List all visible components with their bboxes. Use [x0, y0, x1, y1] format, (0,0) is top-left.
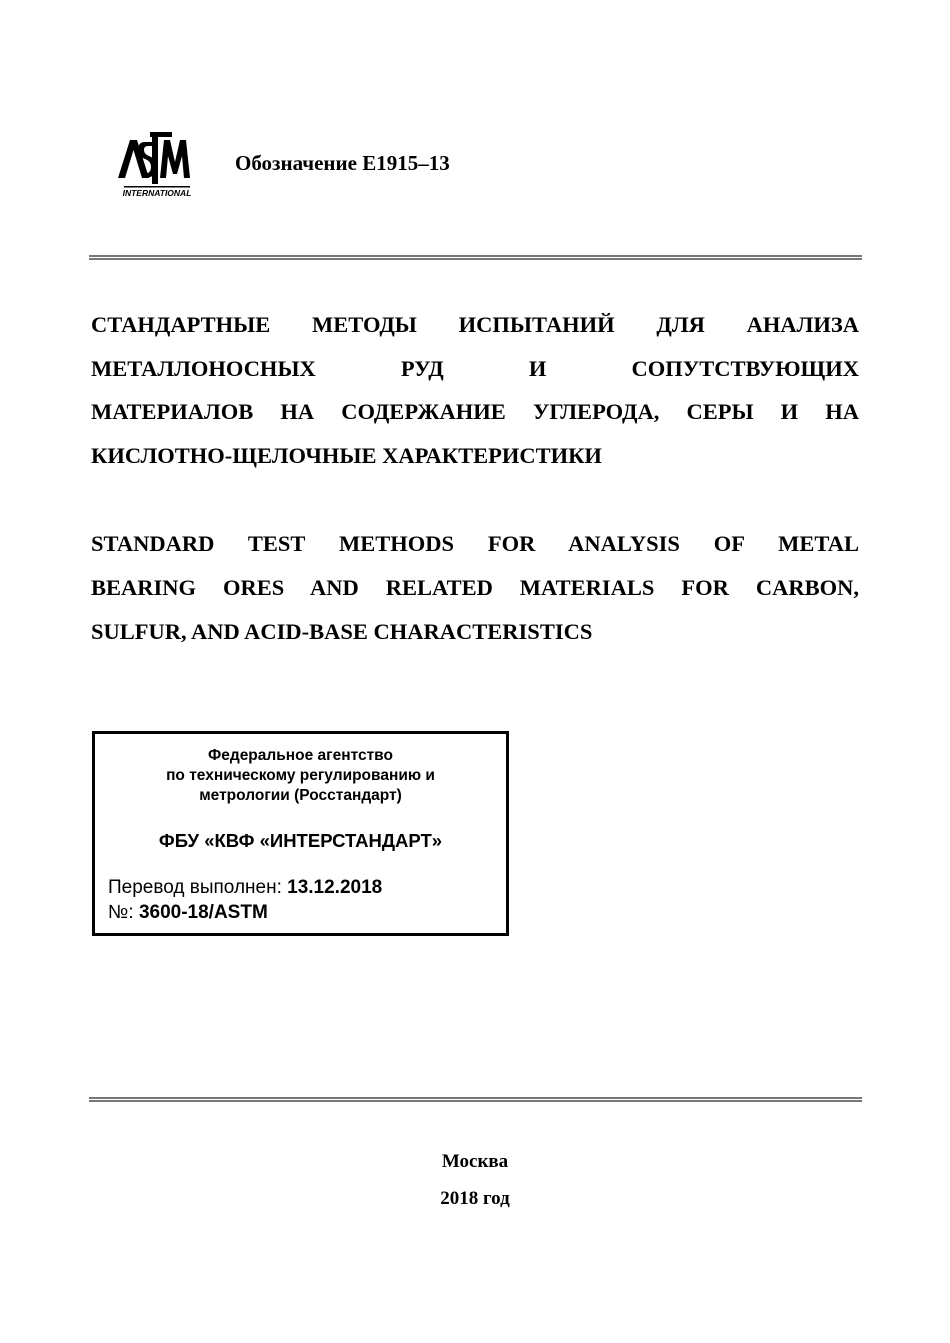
publication-city: Москва — [441, 1151, 509, 1172]
title-russian — [91, 303, 859, 477]
agency-line: Федеральное агентство — [208, 747, 393, 764]
title-en-line: BEARING ORES AND RELATED MATERIALS FOR CARBON, — [91, 575, 859, 600]
organization-name: ФБУ «КВФ «ИНТЕРСТАНДАРТ» — [158, 830, 443, 851]
translation-stamp — [92, 731, 509, 936]
agency-line: по техническому регулированию и — [166, 767, 435, 784]
translation-date-label: Перевод выполнен: — [108, 877, 282, 898]
title-en-line: SULFUR, AND ACID-BASE CHARACTERISTICS — [91, 619, 593, 644]
title-en-line: STANDARD TEST METHODS FOR ANALYSIS OF METAL — [91, 531, 859, 556]
translation-number-value: 3600-18/ASTM — [138, 902, 268, 923]
publication-year: 2018 год — [440, 1188, 510, 1209]
logo-subtext: INTERNATIONAL — [122, 188, 192, 198]
bottom-divider — [89, 1097, 862, 1102]
top-divider — [89, 255, 862, 260]
title-english — [91, 522, 859, 654]
title-ru-line: МАТЕРИАЛОВ НА СОДЕРЖАНИЕ УГЛЕРОДА, СЕРЫ И НА — [91, 399, 859, 424]
translation-date-value: 13.12.2018 — [287, 877, 383, 898]
agency-name — [95, 746, 506, 806]
title-ru-line: МЕТАЛЛОНОСНЫХ РУД И СОПУТСТВУЮЩИХ — [91, 355, 859, 381]
title-ru-line: КИСЛОТНО-ЩЕЛОЧНЫЕ ХАРАКТЕРИСТИКИ — [91, 442, 602, 468]
astm-logo-mark — [114, 128, 198, 198]
translation-date-line — [108, 876, 382, 900]
astm-logo — [114, 128, 198, 198]
translation-number-line — [108, 901, 268, 925]
agency-line: метрологии (Росстандарт) — [199, 787, 402, 804]
title-ru-line: СТАНДАРТНЫЕ МЕТОДЫ ИСПЫТАНИЙ ДЛЯ АНАЛИЗА — [91, 312, 859, 337]
translation-number-label: №: — [108, 902, 134, 923]
standard-designation: Обозначение E1915–13 — [235, 151, 450, 175]
